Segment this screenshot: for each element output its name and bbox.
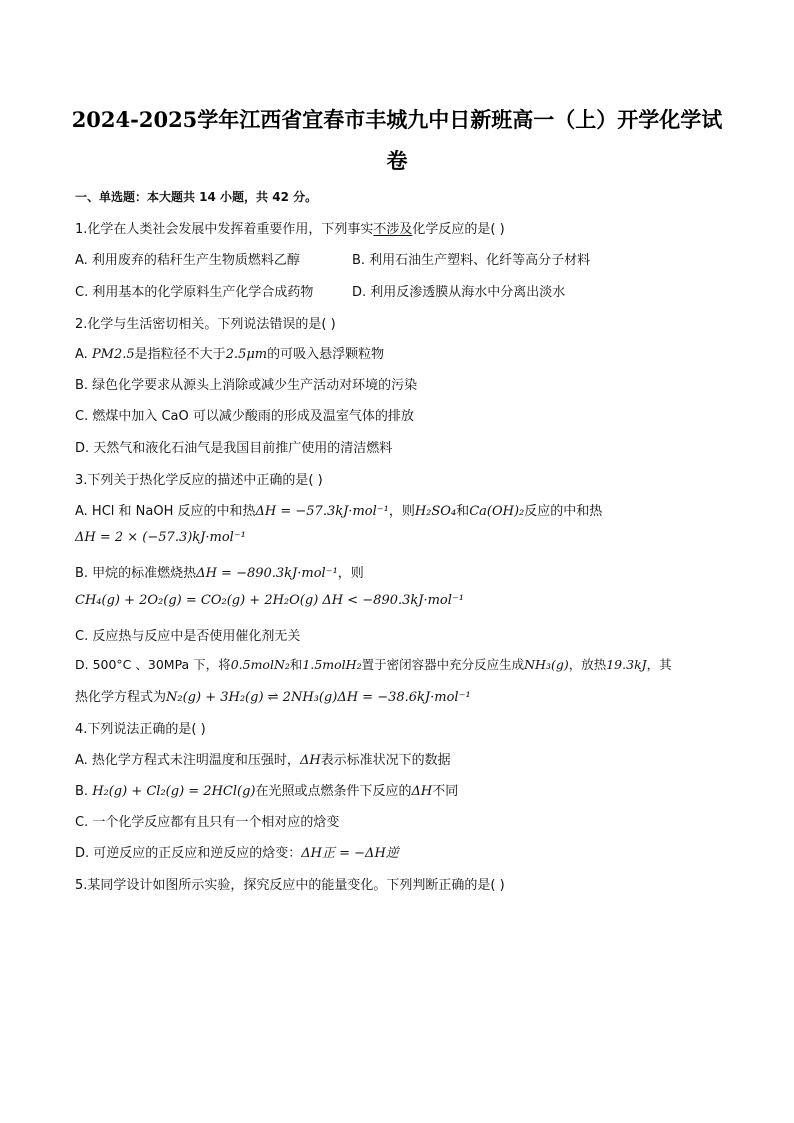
q3-d-text: 热化学方程式为 [75, 690, 167, 705]
q4-b-text: 在光照或点燃条件下反应的 [255, 784, 412, 799]
q4-option-a [75, 749, 451, 768]
q3-option-c: C. 反应热与反应中是否使用催化剂无关 [75, 629, 301, 644]
q2-option-a [75, 343, 384, 362]
q3-d-math: 1.5molH₂ [302, 657, 362, 672]
q3-a-text: 和 [456, 504, 470, 519]
q1-option-b: B. 利用石油生产塑料、化纤等高分子材料 [352, 253, 591, 268]
q4-option-b [75, 780, 458, 799]
q2-a-text: 是指粒径不大于 [134, 347, 226, 362]
q3-d-math: N₂(g) + 3H₂(g) ⇌ 2NH₃(g)ΔH = −38.6kJ·mol⁻¹ [166, 690, 471, 705]
exam-title-line2: 卷 [386, 148, 408, 173]
q3-a-text: ，则 [388, 504, 415, 519]
q3-d-math: 19.3kJ [606, 657, 647, 672]
question-3-stem: 3.下列关于热化学反应的描述中正确的是( ) [75, 473, 323, 488]
q1-underlined-phrase: 不涉及 [373, 222, 413, 237]
question-4-stem: 4.下列说法正确的是( ) [75, 722, 206, 737]
q3-option-d [75, 655, 672, 673]
q2-option-b: B. 绿色化学要求从源头上消除或减少生产活动对环境的污染 [75, 378, 418, 393]
q2-option-c: C. 燃煤中加入 CaO 可以减少酸雨的形成及温室气体的排放 [75, 409, 414, 424]
q4-d-math: ΔH正 = −ΔH逆 [301, 846, 399, 861]
q4-a-text: 表示标准状况下的数据 [320, 753, 451, 768]
q1-option-a: A. 利用废弃的秸秆生产生物质燃料乙醇 [75, 253, 300, 268]
q1-stem-part: 化学反应的是( ) [412, 222, 505, 237]
q3-d-math: 0.5molN₂ [230, 657, 290, 672]
q3-option-a-line2: ΔH = 2 × (−57.3)kJ·mol⁻¹ [75, 530, 246, 545]
q3-option-b-line2: CH₄(g) + 2O₂(g) = CO₂(g) + 2H₂O(g) ΔH < −890.3kJ·mol⁻¹ [75, 593, 464, 608]
q2-option-d: D. 天然气和液化石油气是我国目前推广使用的清洁燃料 [75, 441, 393, 456]
q3-b-text: B. 甲烷的标准燃烧热 [75, 566, 197, 581]
q3-d-math: NH₃(g) [524, 657, 569, 672]
q3-d-text: 和 [289, 657, 303, 672]
q3-a-math: Ca(OH)₂ [469, 504, 525, 519]
q4-option-c: C. 一个化学反应都有且只有一个相对应的焓变 [75, 815, 340, 830]
q1-stem-part: 1.化学在人类社会发展中发挥着重要作用，下列事实 [75, 222, 374, 237]
q3-option-a [75, 500, 602, 519]
section-heading: 一、单选题：本大题共 14 小题，共 42 分。 [75, 190, 318, 204]
q3-option-d-line2 [75, 686, 471, 705]
q3-d-text: ，放热 [568, 657, 607, 672]
q1-option-d: D. 利用反渗透膜从海水中分离出淡水 [352, 285, 566, 300]
q4-d-text: D. 可逆反应的正反应和逆反应的焓变： [75, 846, 302, 861]
q4-a-text: A. 热化学方程式未注明温度和压强时， [75, 753, 300, 768]
q4-option-d [75, 842, 399, 861]
q3-d-text: 置于密闭容器中充分反应生成 [361, 657, 525, 672]
question-2-stem: 2.化学与生活密切相关。下列说法错误的是( ) [75, 317, 336, 332]
q4-b-text: 不同 [432, 784, 459, 799]
q2-a-math: 2.5μm [225, 347, 268, 362]
q4-b-text: B. [75, 784, 93, 799]
q4-b-math: H₂(g) + Cl₂(g) = 2HCl(g) [92, 784, 256, 799]
q4-b-math: ΔH [411, 784, 433, 799]
q3-b-text: ，则 [337, 566, 364, 581]
q4-a-math: ΔH [299, 753, 321, 768]
exam-title-line1: 2024-2025学年江西省宜春市丰城九中日新班高一（上）开学化学试 [71, 107, 723, 132]
q1-option-c: C. 利用基本的化学原料生产化学合成药物 [75, 285, 314, 300]
question-1-stem [75, 218, 505, 237]
q2-a-text: A. [75, 347, 92, 362]
q3-a-text: 反应的中和热 [524, 504, 603, 519]
q3-option-b [75, 562, 364, 581]
q3-d-text: ，其 [646, 657, 672, 672]
q2-a-math: PM2.5 [91, 347, 135, 362]
q3-a-math: ΔH = −57.3kJ·mol⁻¹ [255, 504, 389, 519]
q3-b-math: ΔH = −890.3kJ·mol⁻¹ [196, 566, 338, 581]
q3-a-text: A. HCl 和 NaOH 反应的中和热 [75, 504, 256, 519]
q3-d-text: D. 500°C 、30MPa 下，将 [75, 657, 231, 672]
q3-a-math: H₂SO₄ [414, 504, 457, 519]
q2-a-text: 的可吸入悬浮颗粒物 [267, 347, 385, 362]
question-5-stem: 5.某同学设计如图所示实验，探究反应中的能量变化。下列判断正确的是( ) [75, 878, 505, 893]
